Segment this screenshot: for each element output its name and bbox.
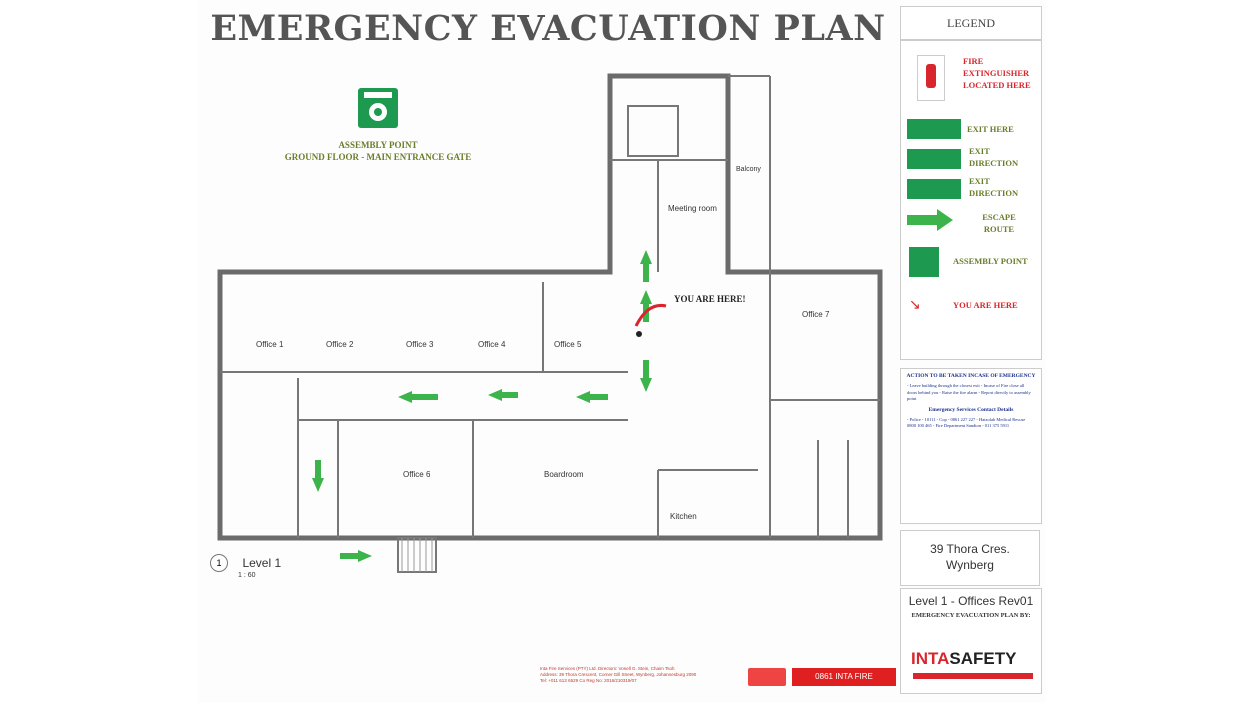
room-office-5: Office 5: [554, 340, 582, 349]
you-are-here-arrow: [636, 305, 666, 326]
stairs: [628, 106, 678, 156]
action-heading: ACTION TO BE TAKEN INCASE OF EMERGENCY: [906, 373, 1036, 379]
exit-left-icon: [907, 149, 961, 169]
assembly-caption-2: GROUND FLOOR - MAIN ENTRANCE GATE: [284, 152, 472, 162]
legend-extinguisher: FIRE EXTINGUISHER LOCATED HERE: [963, 56, 1031, 90]
room-office-4: Office 4: [478, 340, 506, 349]
you-are-here-label: YOU ARE HERE!: [674, 294, 746, 304]
level-indicator: [210, 554, 281, 579]
plan-by: EMERGENCY EVACUATION PLAN BY:: [911, 612, 1031, 619]
floor-plan: [198, 0, 898, 600]
legend-escape-route: ESCAPE ROUTE: [982, 212, 1016, 234]
escape-arrows: [312, 250, 652, 562]
footer-address: Address: 39 Thora Crescent, Corner Gill Street, Wynberg, Johannesburg 2090: [540, 672, 697, 677]
legend-you-are-here: YOU ARE HERE: [953, 300, 1018, 310]
action-panel: [900, 368, 1042, 524]
address-line-1: 39 Thora Cres.: [930, 542, 1010, 556]
exit-here-icon: [907, 119, 961, 139]
legend-assembly-point: ASSEMBLY POINT: [953, 256, 1028, 266]
legend-exit-direction-1: EXIT DIRECTION: [969, 146, 1019, 168]
extinguisher-icon: [917, 55, 945, 101]
footer: [468, 666, 898, 690]
footer-logo-badge: [748, 668, 786, 686]
room-office-1: Office 1: [256, 340, 284, 349]
escape-route-icon: [907, 209, 953, 231]
plan-info-box: [900, 588, 1042, 694]
room-office-7: Office 7: [802, 310, 830, 319]
you-are-here-icon: [636, 331, 642, 337]
level-number: 1: [210, 554, 228, 572]
footer-company: Inta Fire Services (PTY) Ltd. Directors: Vonell G. Stein, Chaim Tsoh: [540, 666, 675, 671]
page-title: EMERGENCY EVACUATION PLAN: [210, 8, 886, 49]
contacts-list: - Police - 10111 - Cop - 0861 227 227 - Hatzolah Medical Rescue 0800 100 465 - Fire Department Sandton - 011 375 5911: [907, 416, 1026, 428]
action-steps: - Leave building through the closest exit - Incase of Fire close all doors behind you - Raise the fire alarm - Report directly to assembly point: [907, 383, 1031, 401]
address-box: [900, 530, 1040, 586]
room-office-6: Office 6: [403, 470, 431, 479]
room-office-2: Office 2: [326, 340, 354, 349]
level-scale: 1 : 60: [238, 572, 256, 579]
you-are-here-legend-icon: ↘: [909, 298, 921, 313]
contacts-heading: Emergency Services Contact Details: [928, 406, 1014, 413]
footer-phone: 0861 INTA FIRE: [792, 668, 896, 686]
plan-level: Level 1 - Offices Rev01: [908, 594, 1034, 608]
level-name: Level 1: [242, 556, 282, 570]
room-balcony: Balcony: [736, 166, 761, 173]
address-line-2: Wynberg: [946, 558, 994, 572]
room-meeting: Meeting room: [668, 204, 717, 213]
legend-items: [900, 40, 1042, 360]
legend-title: LEGEND: [900, 6, 1042, 40]
legend-exit-direction-2: EXIT DIRECTION: [969, 176, 1019, 198]
entrance-stairs: [398, 538, 436, 572]
assembly-caption-1: ASSEMBLY POINT: [338, 140, 418, 150]
logo-strip: [913, 673, 1033, 679]
legend-panel: [900, 6, 1042, 696]
room-office-3: Office 3: [406, 340, 434, 349]
room-boardroom: Boardroom: [544, 470, 584, 479]
intasafety-logo: INTASAFETY: [911, 649, 1017, 668]
exit-right-icon: [907, 179, 961, 199]
footer-tel: Tel: +011 613 6529 Co Reg No: 2016/210319/07: [540, 678, 637, 683]
assembly-legend-icon: [909, 247, 939, 277]
legend-exit-here: EXIT HERE: [967, 124, 1014, 134]
room-kitchen: Kitchen: [670, 512, 697, 521]
